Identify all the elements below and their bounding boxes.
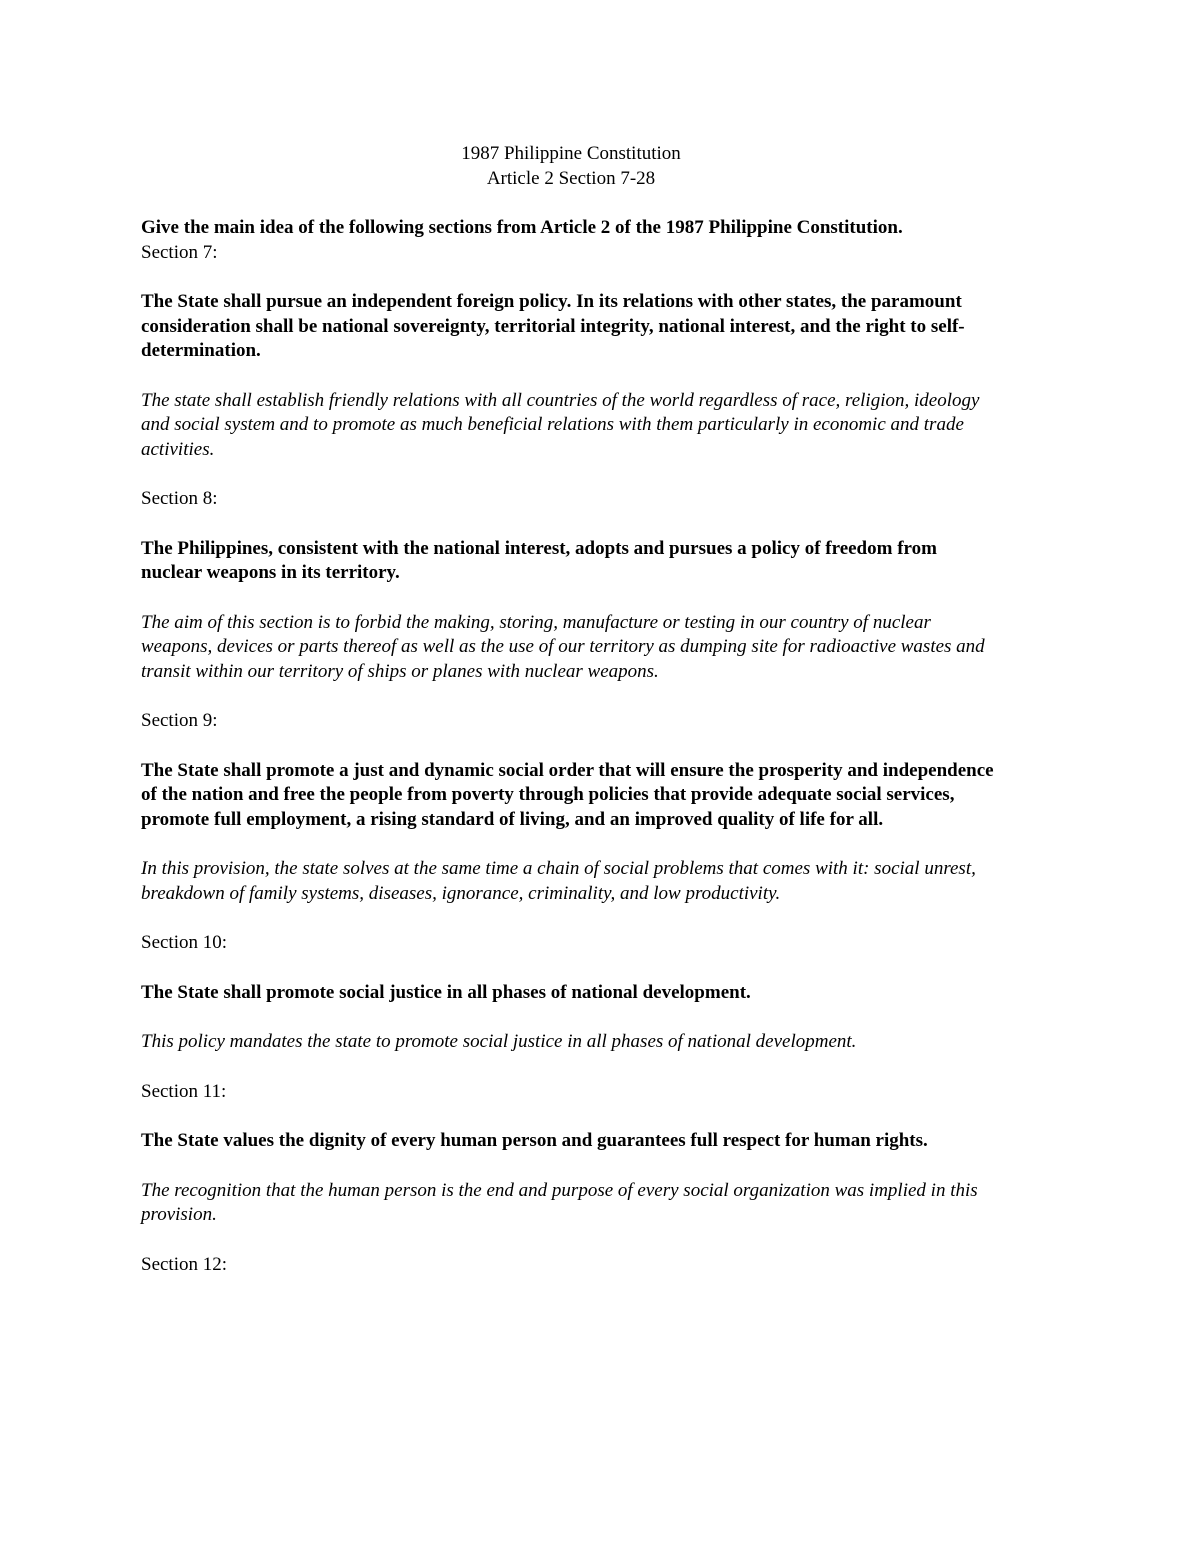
section-label: Section 11:	[141, 1080, 227, 1102]
section-provision: The Philippines, consistent with the national interest, adopts and pursues a policy of freedom from nuclear weapons in its territory.	[141, 537, 937, 583]
section-main-idea: The state shall establish friendly relations with all countries of the world regardless of race, religion, ideology and social system and to promote as much beneficial relations with them particularly in economic and trade activities.	[141, 389, 980, 460]
instructions: Give the main idea of the following sections from Article 2 of the 1987 Philippine Constitution.	[141, 217, 903, 238]
document-subtitle: Article 2 Section 7-28	[486, 167, 656, 189]
section-provision: The State values the dignity of every human person and guarantees full respect for human rights.	[141, 1130, 928, 1151]
section-label: Section 12:	[141, 1253, 228, 1275]
section-provision: The State shall promote a just and dynamic social order that will ensure the prosperity and independence of the nation and free the people from poverty through policies that provide adequate social services, promote full employment, a rising standard of living, and an improved quality of life for all.	[141, 759, 994, 830]
section-provision: The State shall promote social justice in all phases of national development.	[141, 981, 751, 1003]
section-main-idea: In this provision, the state solves at the same time a chain of social problems that comes with it: social unrest, breakdown of family systems, diseases, ignorance, criminality, and low productivity.	[141, 858, 976, 904]
section-provision: The State shall pursue an independent foreign policy. In its relations with other states, the paramount consideration shall be national sovereignty, territorial integrity, national interest, and the right to self-determination.	[141, 291, 965, 361]
section-label: Section 8:	[141, 488, 218, 509]
document-page	[141, 142, 1001, 1277]
section-main-idea: The aim of this section is to forbid the making, storing, manufacture or testing in our country of nuclear weapons, devices or parts thereof as well as the use of our territory as dumping site for radioactive wastes and transit within our territory of ships or planes with nuclear weapons.	[141, 611, 985, 682]
section-label: Section 10:	[141, 932, 228, 953]
section-label: Section 7:	[141, 241, 218, 263]
section-main-idea: This policy mandates the state to promote social justice in all phases of national development.	[141, 1031, 857, 1052]
section-label: Section 9:	[141, 710, 218, 731]
document-title: 1987 Philippine Constitution	[461, 143, 681, 164]
section-main-idea: The recognition that the human person is the end and purpose of every social organization was implied in this provision.	[141, 1179, 978, 1225]
